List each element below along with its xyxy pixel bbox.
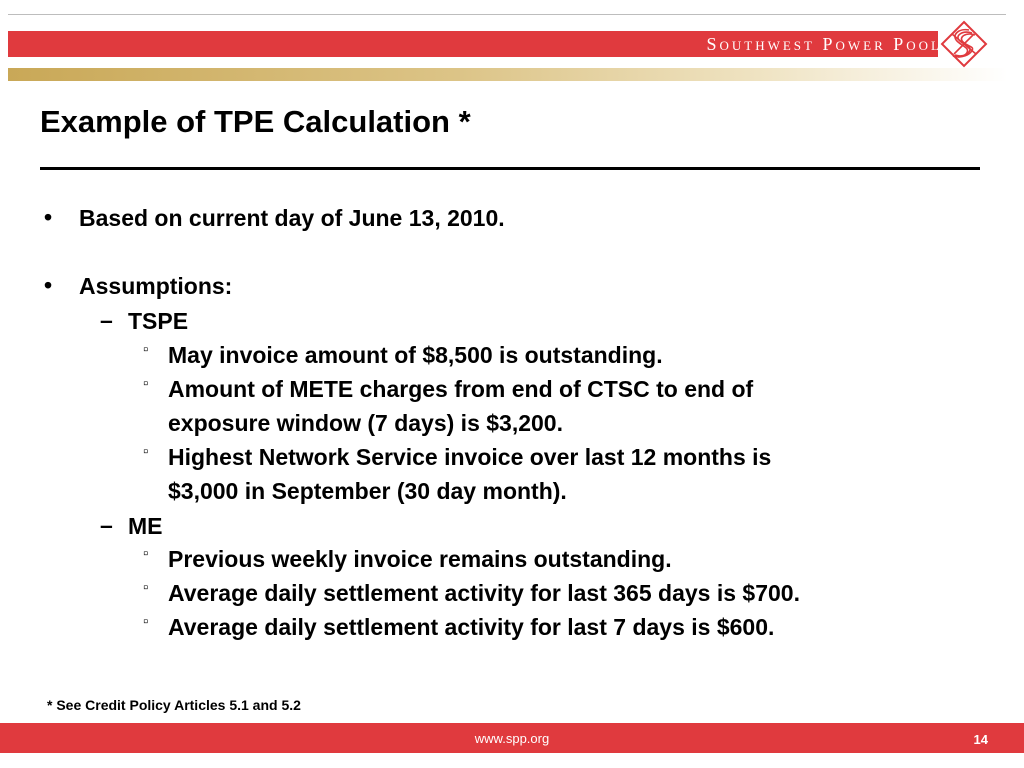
title-rule (40, 167, 980, 170)
top-rule (8, 14, 1006, 15)
slide-title: Example of TPE Calculation * (40, 104, 471, 139)
brand-name: Southwest Power Pool (706, 34, 942, 54)
square-marker: ▫ (143, 375, 149, 392)
tspe-label: TSPE (128, 308, 189, 334)
dash-marker: – (100, 512, 113, 538)
bullet-marker: • (44, 272, 53, 298)
square-marker: ▫ (143, 579, 149, 596)
square-marker: ▫ (143, 443, 149, 460)
me-item-365-days: Average daily settlement activity for last 365 days is $700. (168, 580, 800, 606)
bullet-marker: • (44, 204, 53, 230)
me-item-weekly-invoice: Previous weekly invoice remains outstanding. (168, 546, 672, 572)
gold-band (8, 68, 1008, 81)
footer-url: www.spp.org (474, 731, 550, 746)
footnote: * See Credit Policy Articles 5.1 and 5.2 (47, 697, 301, 713)
page-number: 14 (973, 732, 988, 747)
square-marker: ▫ (143, 545, 149, 562)
tspe-item-network-service-line2: $3,000 in September (30 day month). (168, 478, 567, 504)
bullet-assumptions: Assumptions: (79, 273, 233, 299)
tspe-item-mete-charges-line2: exposure window (7 days) is $3,200. (168, 410, 563, 436)
tspe-item-may-invoice: May invoice amount of $8,500 is outstanding. (168, 342, 663, 368)
tspe-item-network-service-line1: Highest Network Service invoice over last 12 months is (168, 444, 772, 470)
spp-s-logo-icon (940, 20, 988, 68)
square-marker: ▫ (143, 613, 149, 630)
bullet-based-on-current-day: Based on current day of June 13, 2010. (79, 205, 505, 231)
me-item-7-days: Average daily settlement activity for last 7 days is $600. (168, 614, 775, 640)
square-marker: ▫ (143, 341, 149, 358)
me-label: ME (128, 513, 163, 539)
tspe-item-mete-charges-line1: Amount of METE charges from end of CTSC to end of (168, 376, 754, 402)
dash-marker: – (100, 307, 113, 333)
